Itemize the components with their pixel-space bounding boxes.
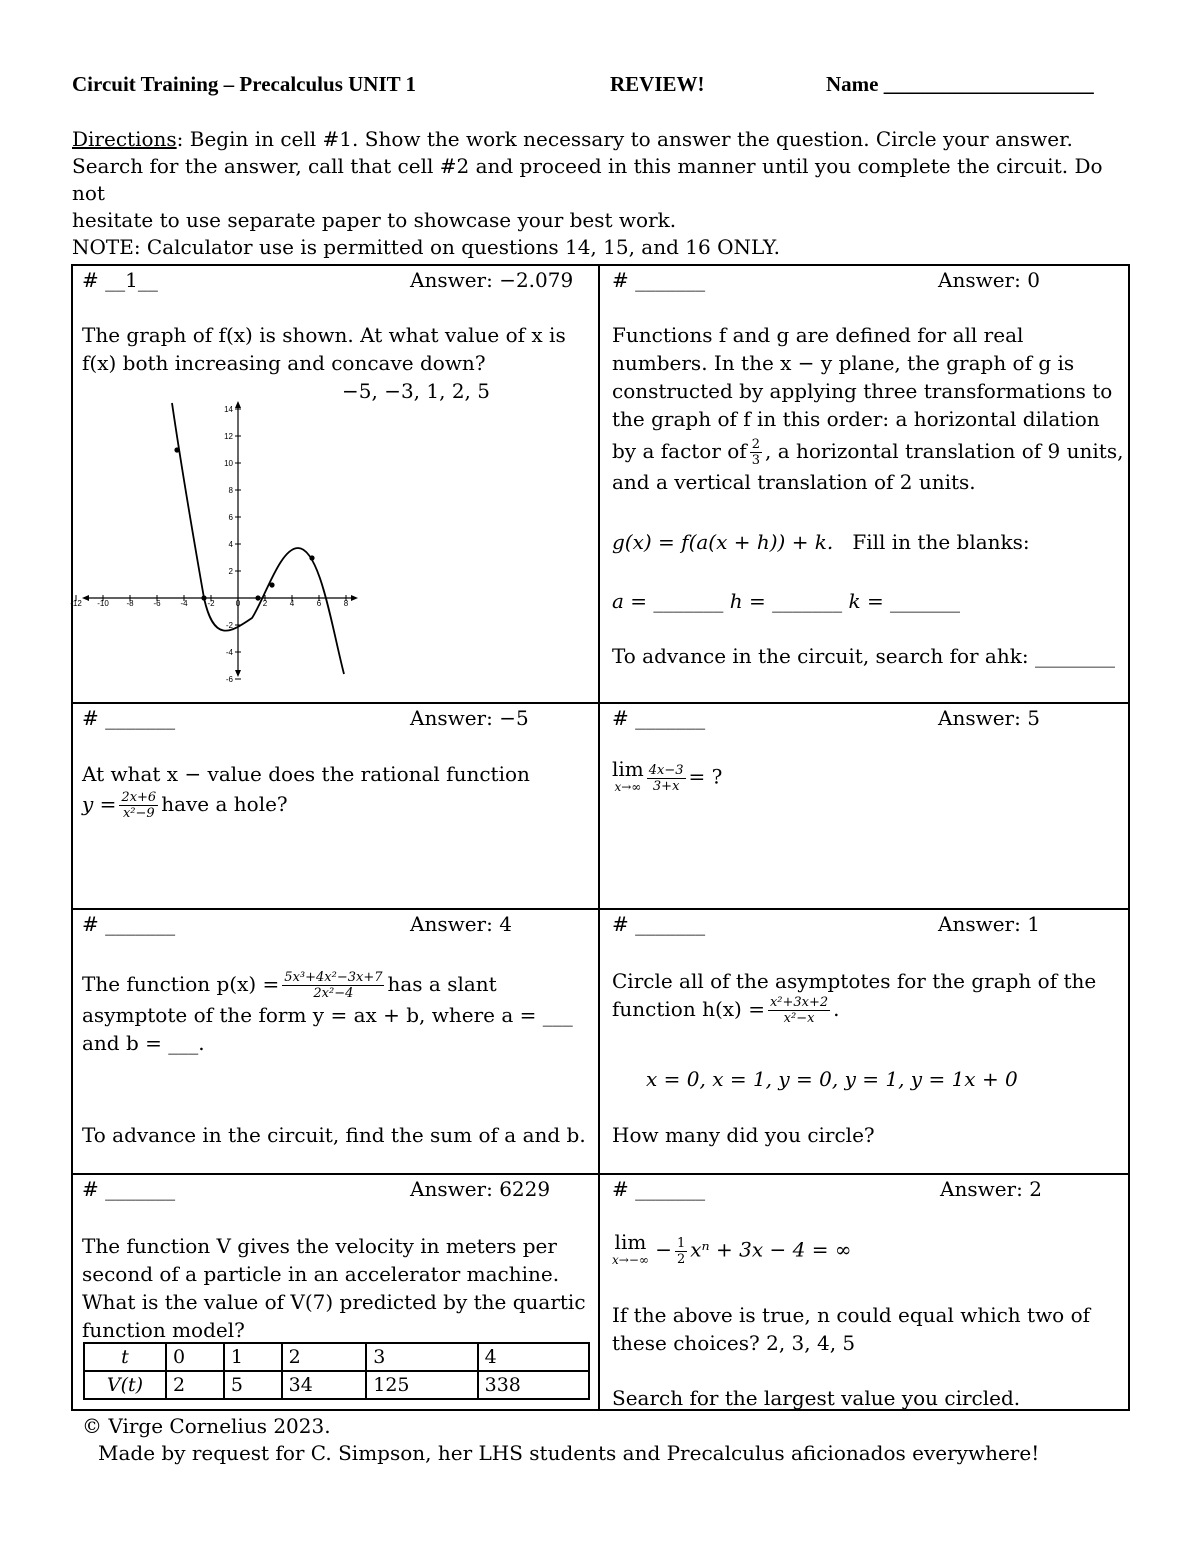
table-row — [84, 1371, 589, 1399]
cell-8-line-3: Search for the largest value you circled. — [612, 1386, 1021, 1410]
y-tick-label: 12 — [224, 432, 233, 441]
slant-function-fraction: $\frac{\text{5x³+4x²−3x+7}}{\text{2x²−4}}$ — [284, 970, 383, 1001]
table-cell: 3 — [366, 1343, 477, 1371]
cell-6-line-1: Circle all of the asymptotes for the graph of the — [612, 969, 1097, 993]
cell-1-number: # __1__ — [82, 268, 158, 292]
curve-point — [309, 555, 314, 560]
name-field[interactable]: Name ____________________ — [826, 72, 1094, 96]
curve-point — [255, 595, 260, 600]
directions-note: NOTE: Calculator use is permitted on questions 14, 15, and 16 ONLY. — [72, 235, 780, 259]
cell-2-blanks[interactable]: a = _______ h = _______ k = _______ — [612, 589, 961, 613]
cell-4-limit — [612, 757, 723, 796]
x-tick-label: 8 — [343, 599, 349, 608]
rational-function-fraction: $\frac{2x+6}{\text{x²−9}}$ — [121, 790, 157, 821]
cell-3-answer: Answer: −5 — [410, 706, 529, 730]
cell-5-line-3: and b = ___. — [82, 1031, 205, 1055]
x-tick-label: -12 — [70, 599, 82, 608]
cell-6-answer: Answer: 1 — [938, 912, 1040, 936]
cell-3-line-2: have a hole? — [161, 792, 288, 816]
cell-4-number: # _______ — [612, 706, 706, 730]
limit-operator: lim x→−∞ — [612, 1230, 649, 1267]
curve-point — [269, 582, 274, 587]
cell-7-line-1: The function V gives the velocity in meters per — [82, 1234, 557, 1258]
cell-2-line-1: Functions f and g are defined for all real — [612, 323, 1024, 347]
half-fraction: $\frac{1}{2}$ — [677, 1235, 686, 1267]
cell-6-line-2b: . — [833, 997, 840, 1021]
y-tick-label: -2 — [225, 621, 233, 630]
copyright: © Virge Cornelius 2023. — [82, 1414, 331, 1438]
table-cell: 2 — [282, 1343, 367, 1371]
x-tick-label: -6 — [153, 599, 161, 608]
x-tick-label: -8 — [126, 599, 134, 608]
cell-1-question-line-2: f(x) both increasing and concave down? — [82, 351, 486, 375]
cell-2-line-2: numbers. In the x − y plane, the graph of g is — [612, 351, 1075, 375]
table-cell: 5 — [224, 1371, 282, 1399]
x-tick-labels — [70, 595, 349, 608]
x-tick-label: 6 — [316, 599, 322, 608]
limit-expression: xⁿ + 3x − 4 = ∞ — [690, 1237, 852, 1262]
cell-5-line-2: asymptote of the form y = ax + b, where a = ___ — [82, 1003, 573, 1027]
cell-7-number: # _______ — [82, 1177, 176, 1201]
cell-8-line-1: If the above is true, n could equal which two of — [612, 1303, 1091, 1327]
cell-8-limit — [612, 1230, 852, 1269]
table-cell: 4 — [478, 1343, 589, 1371]
limit-fraction: $\frac{4x-3}{3+x}$ — [648, 762, 684, 794]
grid-divider-row-3 — [71, 1173, 1130, 1175]
table-cell: 34 — [282, 1371, 367, 1399]
negative-sign: − — [655, 1237, 672, 1262]
h-function-fraction: $\frac{\text{x²+3x+2}}{\text{x²−x}}$ — [769, 995, 829, 1026]
cell-2-question — [612, 321, 1124, 496]
cell-1-question-line-1: The graph of f(x) is shown. At what value of x is — [82, 323, 566, 347]
cell-5-line-1b: has a slant — [387, 972, 497, 996]
cell-5-advance: To advance in the circuit, find the sum of a and b. — [82, 1123, 586, 1147]
x-tick-label: -4 — [180, 599, 188, 608]
cell-2-line-3: constructed by applying three transformations to — [612, 379, 1113, 403]
cell-3-number: # _______ — [82, 706, 176, 730]
cell-7-line-2: second of a particle in an accelerator machine. — [82, 1262, 560, 1286]
cell-2-number: # _______ — [612, 268, 706, 292]
directions-label: Directions — [72, 127, 177, 151]
cell-8-question — [612, 1301, 1090, 1357]
function-graph — [70, 398, 360, 684]
cell-3-question — [82, 760, 530, 821]
y-axis — [235, 401, 241, 677]
table-cell: 338 — [478, 1371, 589, 1399]
x-tick-label: -2 — [207, 599, 215, 608]
cell-8-line-2: these choices? 2, 3, 4, 5 — [612, 1331, 856, 1355]
velocity-table — [83, 1342, 590, 1400]
limit-equals: = ? — [688, 764, 723, 789]
y-tick-label: 6 — [228, 513, 233, 522]
curve-point — [201, 595, 206, 600]
table-cell: 1 — [224, 1343, 282, 1371]
footer-credit: Made by request for C. Simpson, her LHS students and Precalculus aficionados everywhere! — [98, 1441, 1040, 1465]
limit-operator: lim x→∞ — [612, 757, 644, 794]
cell-8-answer: Answer: 2 — [940, 1177, 1042, 1201]
cell-1-answer: Answer: −2.079 — [410, 268, 574, 292]
cell-1-question — [82, 321, 566, 377]
directions-text-1: : Begin in cell #1. Show the work necessary to answer the question. Circle your answer. — [176, 127, 1073, 151]
table-cell: V(t) — [84, 1371, 166, 1399]
cell-7-line-4: function model? — [82, 1318, 245, 1342]
y-tick-label: -4 — [225, 648, 233, 657]
y-tick-label: -6 — [225, 675, 233, 684]
cell-5-number: # _______ — [82, 912, 176, 936]
cell-2-line-5a: by a factor of — [612, 439, 747, 463]
cell-6-line-3: How many did you circle? — [612, 1123, 875, 1147]
cell-2-line-5b: , a horizontal translation of 9 units, — [765, 439, 1124, 463]
x-tick-label: 2 — [262, 599, 268, 608]
fill-in-label: Fill in the blanks: — [852, 530, 1030, 554]
cell-5-question — [82, 970, 592, 1057]
directions-text-3: hesitate to use separate paper to showcase your best work. — [72, 208, 677, 232]
table-row — [84, 1343, 589, 1371]
cell-5-answer: Answer: 4 — [410, 912, 512, 936]
curve-point — [174, 447, 179, 452]
x-tick-label: 0 — [235, 599, 241, 608]
x-tick-label: 4 — [289, 599, 295, 608]
cell-7-line-3: What is the value of V(7) predicted by the quartic — [82, 1290, 586, 1314]
cell-5-line-1a: The function p(x) = — [82, 972, 280, 996]
directions-text-2: Search for the answer, call that cell #2 and proceed in this manner until you complete the circuit. Do not — [72, 154, 1103, 205]
table-cell: 2 — [166, 1371, 224, 1399]
cell-6-line-2a: function h(x) = — [612, 997, 765, 1021]
cell-7-answer: Answer: 6229 — [410, 1177, 551, 1201]
grid-divider-row-2 — [71, 908, 1130, 910]
cell-6-number: # _______ — [612, 912, 706, 936]
y-equals: y = — [82, 792, 117, 816]
two-thirds-fraction: $\frac{2}{3}$ — [751, 437, 760, 468]
cell-8-number: # _______ — [612, 1177, 706, 1201]
table-cell: 0 — [166, 1343, 224, 1371]
y-tick-label: 2 — [228, 567, 233, 576]
cell-2-answer: Answer: 0 — [938, 268, 1040, 292]
table-cell: t — [84, 1343, 166, 1371]
cell-2-line-4: the graph of f in this order: a horizontal dilation — [612, 407, 1100, 431]
function-curve — [172, 403, 344, 674]
grid-divider-row-1 — [71, 702, 1130, 704]
transformation-formula: g(x) = f(a(x + h)) + k. — [612, 530, 834, 554]
y-tick-label: 10 — [224, 459, 233, 468]
cell-2-formula-row — [612, 528, 1030, 556]
x-tick-label: -10 — [97, 599, 109, 608]
cell-2-advance: To advance in the circuit, search for ahk: ________ — [612, 644, 1115, 668]
asymptote-choices[interactable]: x = 0, x = 1, y = 0, y = 1, y = 1x + 0 — [646, 1067, 1018, 1091]
y-tick-label: 14 — [224, 405, 233, 414]
cell-6-question — [612, 967, 1124, 1026]
cell-7-question — [82, 1232, 592, 1344]
table-cell: 125 — [366, 1371, 477, 1399]
cell-1-choices: −5, −3, 1, 2, 5 — [342, 379, 490, 403]
cell-2-line-6: and a vertical translation of 2 units. — [612, 470, 976, 494]
worksheet-title: Circuit Training – Precalculus UNIT 1 — [72, 72, 416, 96]
cell-4-answer: Answer: 5 — [938, 706, 1040, 730]
review-label: REVIEW! — [610, 72, 705, 96]
cell-3-line-1: At what x − value does the rational function — [82, 762, 530, 786]
grid-divider-vertical — [598, 264, 600, 1411]
y-tick-label: 8 — [228, 486, 233, 495]
directions — [72, 126, 1132, 261]
y-tick-label: 4 — [228, 540, 233, 549]
